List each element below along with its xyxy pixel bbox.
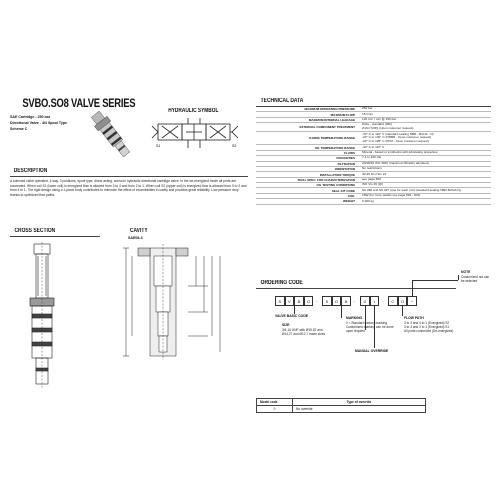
tech-row-value-line: -30° C to 110° C	[362, 144, 385, 149]
marking-line-2: Customized marking can be done	[346, 325, 394, 329]
technical-data-title: TECHNICAL DATA	[260, 98, 304, 104]
flow-path-line-2: 3 to 4 and 2 to 1 (Energized) S1	[404, 325, 450, 329]
subtitle-scheme: Scheme C	[10, 127, 28, 131]
tech-row-label: SEAL KIT CODE	[331, 188, 355, 193]
code-box-suffix: •	[370, 296, 380, 306]
table-row	[256, 132, 491, 145]
tech-row-value	[358, 167, 491, 171]
connector-line	[412, 280, 413, 296]
series-title: SVBO.SO8 VALVE SERIES	[22, 98, 136, 110]
override-header-model-code: Model code	[257, 399, 293, 406]
flow-path-label: FLOW PATH	[404, 316, 424, 320]
marking-line-1: 0 = Standard factory marking	[346, 321, 388, 325]
override-cell-code: 0	[257, 406, 293, 413]
code-box: 8	[341, 296, 351, 306]
tech-row-label: INSTALLATION TORQUE	[319, 172, 355, 177]
tech-row-value-line: ZnFe - standard (96h)	[362, 122, 393, 127]
code-box: O	[304, 296, 314, 306]
tech-row-value-line: 120 cm³ / min @ 250 bar	[362, 117, 397, 122]
port-label-s1: S1	[156, 144, 161, 148]
size-label: SIZE	[282, 323, 290, 327]
connector-line	[341, 306, 342, 318]
code-box: V	[285, 296, 295, 306]
tech-row-value-line: 20/18/15 ISO 4406 (maximum filtration admitted)	[362, 160, 429, 165]
connector-line	[294, 306, 295, 314]
tech-row-label: MAXIMUM INTERNAL LEAKAGE	[308, 117, 355, 122]
tech-row-label: MAXIMUM OPERATING PRESSURE	[304, 107, 355, 112]
description-divider	[10, 176, 248, 177]
tech-row-value-line: ISO VG 46 (@)	[362, 182, 384, 187]
tech-row-value-line: -30° C to 110° C (standard sealing NBR - BUNA - N)	[362, 131, 434, 136]
override-table	[256, 398, 426, 413]
tech-row-value	[358, 123, 491, 131]
override-header-type: Type of override	[293, 399, 426, 406]
code-box: S	[275, 296, 285, 306]
tech-row-value-line: 18W (for more details see page 593 - 603)	[362, 193, 421, 198]
code-dash: -	[316, 298, 318, 303]
valve-basic-code-label: VALVE BASIC CODE	[275, 314, 309, 318]
tech-row-value-line: Mineral - based or synthetics with lubricating properties	[362, 150, 438, 155]
tech-row-value-line: 250 bar	[362, 106, 373, 111]
size-line-2: Ø14,27 and Ø12,7 maxe sizes	[282, 332, 326, 336]
cartridge-photo	[84, 104, 146, 162]
flow-path-line-3: All ports connected (De-energized)	[404, 329, 454, 333]
note-line-1: Costumized nut can	[461, 275, 490, 279]
tech-row-label: WEIGHT	[343, 199, 355, 204]
description-text: A solenoid valve operated, 4 way, 3 positions, spool type, direct acting, screw-in hydraulic directional cartridge valve. In the de-energized mode all ports are connected. When coil S1 (lower coil) is energized flow is allowed from 3 to 4 and from 2 to 1. When coil S2 (upper coil) is energized flow is allowed from 3 to 2 and from 4 to 1. The rigid design using a 1-piece body contributes to minimize the effect of eccentricities in cavity and provides great reliability. Low pressure drop thanks to optimized flow paths.	[10, 179, 247, 197]
port-label-s2: S2	[232, 144, 237, 148]
cross-section-divider	[10, 236, 100, 237]
tech-row-value-line: 40-45 Nm Hex 24	[362, 171, 387, 176]
table-row	[256, 123, 491, 132]
flow-path-line-1: 3 to 2 and 4 to 1 (Energized) S2	[404, 321, 450, 325]
code-box-override: O	[398, 296, 408, 306]
manual-override-label: MANUAL OVERRIDE	[355, 349, 389, 353]
tech-row-value	[358, 107, 491, 111]
tech-row-value-line: -20° C to 225° C (FKM - Upon customer request)	[362, 139, 429, 144]
tech-row-value-line: 0,180 kg	[362, 198, 374, 203]
table-row	[257, 406, 426, 413]
code-box-marking: 0	[360, 296, 370, 306]
table-row	[256, 199, 491, 204]
note-label: NOTE	[461, 270, 471, 274]
hydraulic-symbol-diagram	[150, 116, 242, 152]
cross-section-title: CROSS SECTION	[14, 228, 56, 234]
ordering-code-divider	[256, 288, 456, 289]
tech-row-value	[358, 132, 491, 144]
tech-row-value-line: 15 l/min	[362, 111, 373, 116]
tech-row-label: OIL TESTING CONDITIONS	[316, 183, 355, 188]
size-line-1: 3/4-16 UNF with Ø15,87 and	[282, 328, 323, 332]
tech-row-value	[358, 183, 491, 187]
tech-row-value-line: -20° C to 140° C (HNBR - Upon customer request)	[362, 135, 432, 140]
table-row	[257, 399, 426, 406]
code-box: O	[332, 296, 342, 306]
tech-row-label: O-RING TEMPERATURE RANGE	[309, 136, 355, 141]
cavity-drawing	[118, 244, 228, 362]
connector-line	[402, 306, 403, 316]
code-box: B	[294, 296, 304, 306]
tech-row-label: COIL	[347, 194, 355, 199]
tech-row-value-line: see page 669	[362, 177, 381, 181]
tech-row-value	[358, 199, 491, 203]
code-box-note: *	[407, 296, 417, 306]
cavity-title: CAVITY	[129, 228, 148, 234]
override-cell-type: No override	[293, 406, 426, 413]
marking-label: MARKING	[346, 316, 363, 320]
tech-row-label: OIL TEMPERATURE RANGE	[314, 145, 355, 150]
description-title: DESCRIPTION	[13, 168, 48, 174]
tech-row-label: FLUIDS	[344, 150, 355, 155]
code-dash: -	[353, 298, 355, 303]
tech-row-label: ORIENTATION	[334, 167, 355, 172]
cross-section-drawing	[22, 242, 62, 388]
marking-line-3: upon request.	[346, 329, 366, 333]
subtitle-valve-type: Directional Valve - 4/3 Spool Type	[10, 121, 68, 125]
code-box: S	[322, 296, 332, 306]
tech-row-value	[358, 194, 491, 198]
tech-row-label: TECH. SPEC. FOR CHARACTERIZATION	[297, 177, 355, 182]
cavity-code: SAE08-3	[128, 236, 143, 240]
tech-row-label: MAXIMUM FLOW	[330, 112, 355, 117]
code-dash: -	[382, 298, 384, 303]
tech-row-value	[358, 156, 491, 160]
technical-data-table	[256, 107, 491, 205]
code-box-flow-path: C	[388, 296, 398, 306]
tech-row-value-line: 7.4 to 420 cSt	[362, 155, 382, 160]
connector-line	[458, 275, 459, 280]
tech-row-label: FILTRATION	[337, 161, 355, 166]
note-line-2: be selected	[461, 279, 478, 283]
hydraulic-symbol-title: HYDRAULIC SYMBOL	[168, 108, 219, 114]
tech-row-value-line: No restrictions	[362, 166, 382, 171]
connector-line	[412, 280, 458, 281]
tech-row-value-line: ZnNi (720h) (Upon customer request)	[362, 126, 414, 131]
tech-row-label: VISCOSITIES	[336, 156, 355, 161]
ordering-code-title: ORDERING CODE	[260, 280, 303, 286]
tech-row-label: EXTERNAL COMPONENT TREATMENT	[299, 125, 355, 130]
tech-row-value-line: SK.060 and SK.027 (one for each coil) (standard sealing NBR-BUNA-N)	[362, 187, 461, 192]
subtitle-cartridge: SAE Cartridge - 250 bar	[10, 115, 51, 119]
